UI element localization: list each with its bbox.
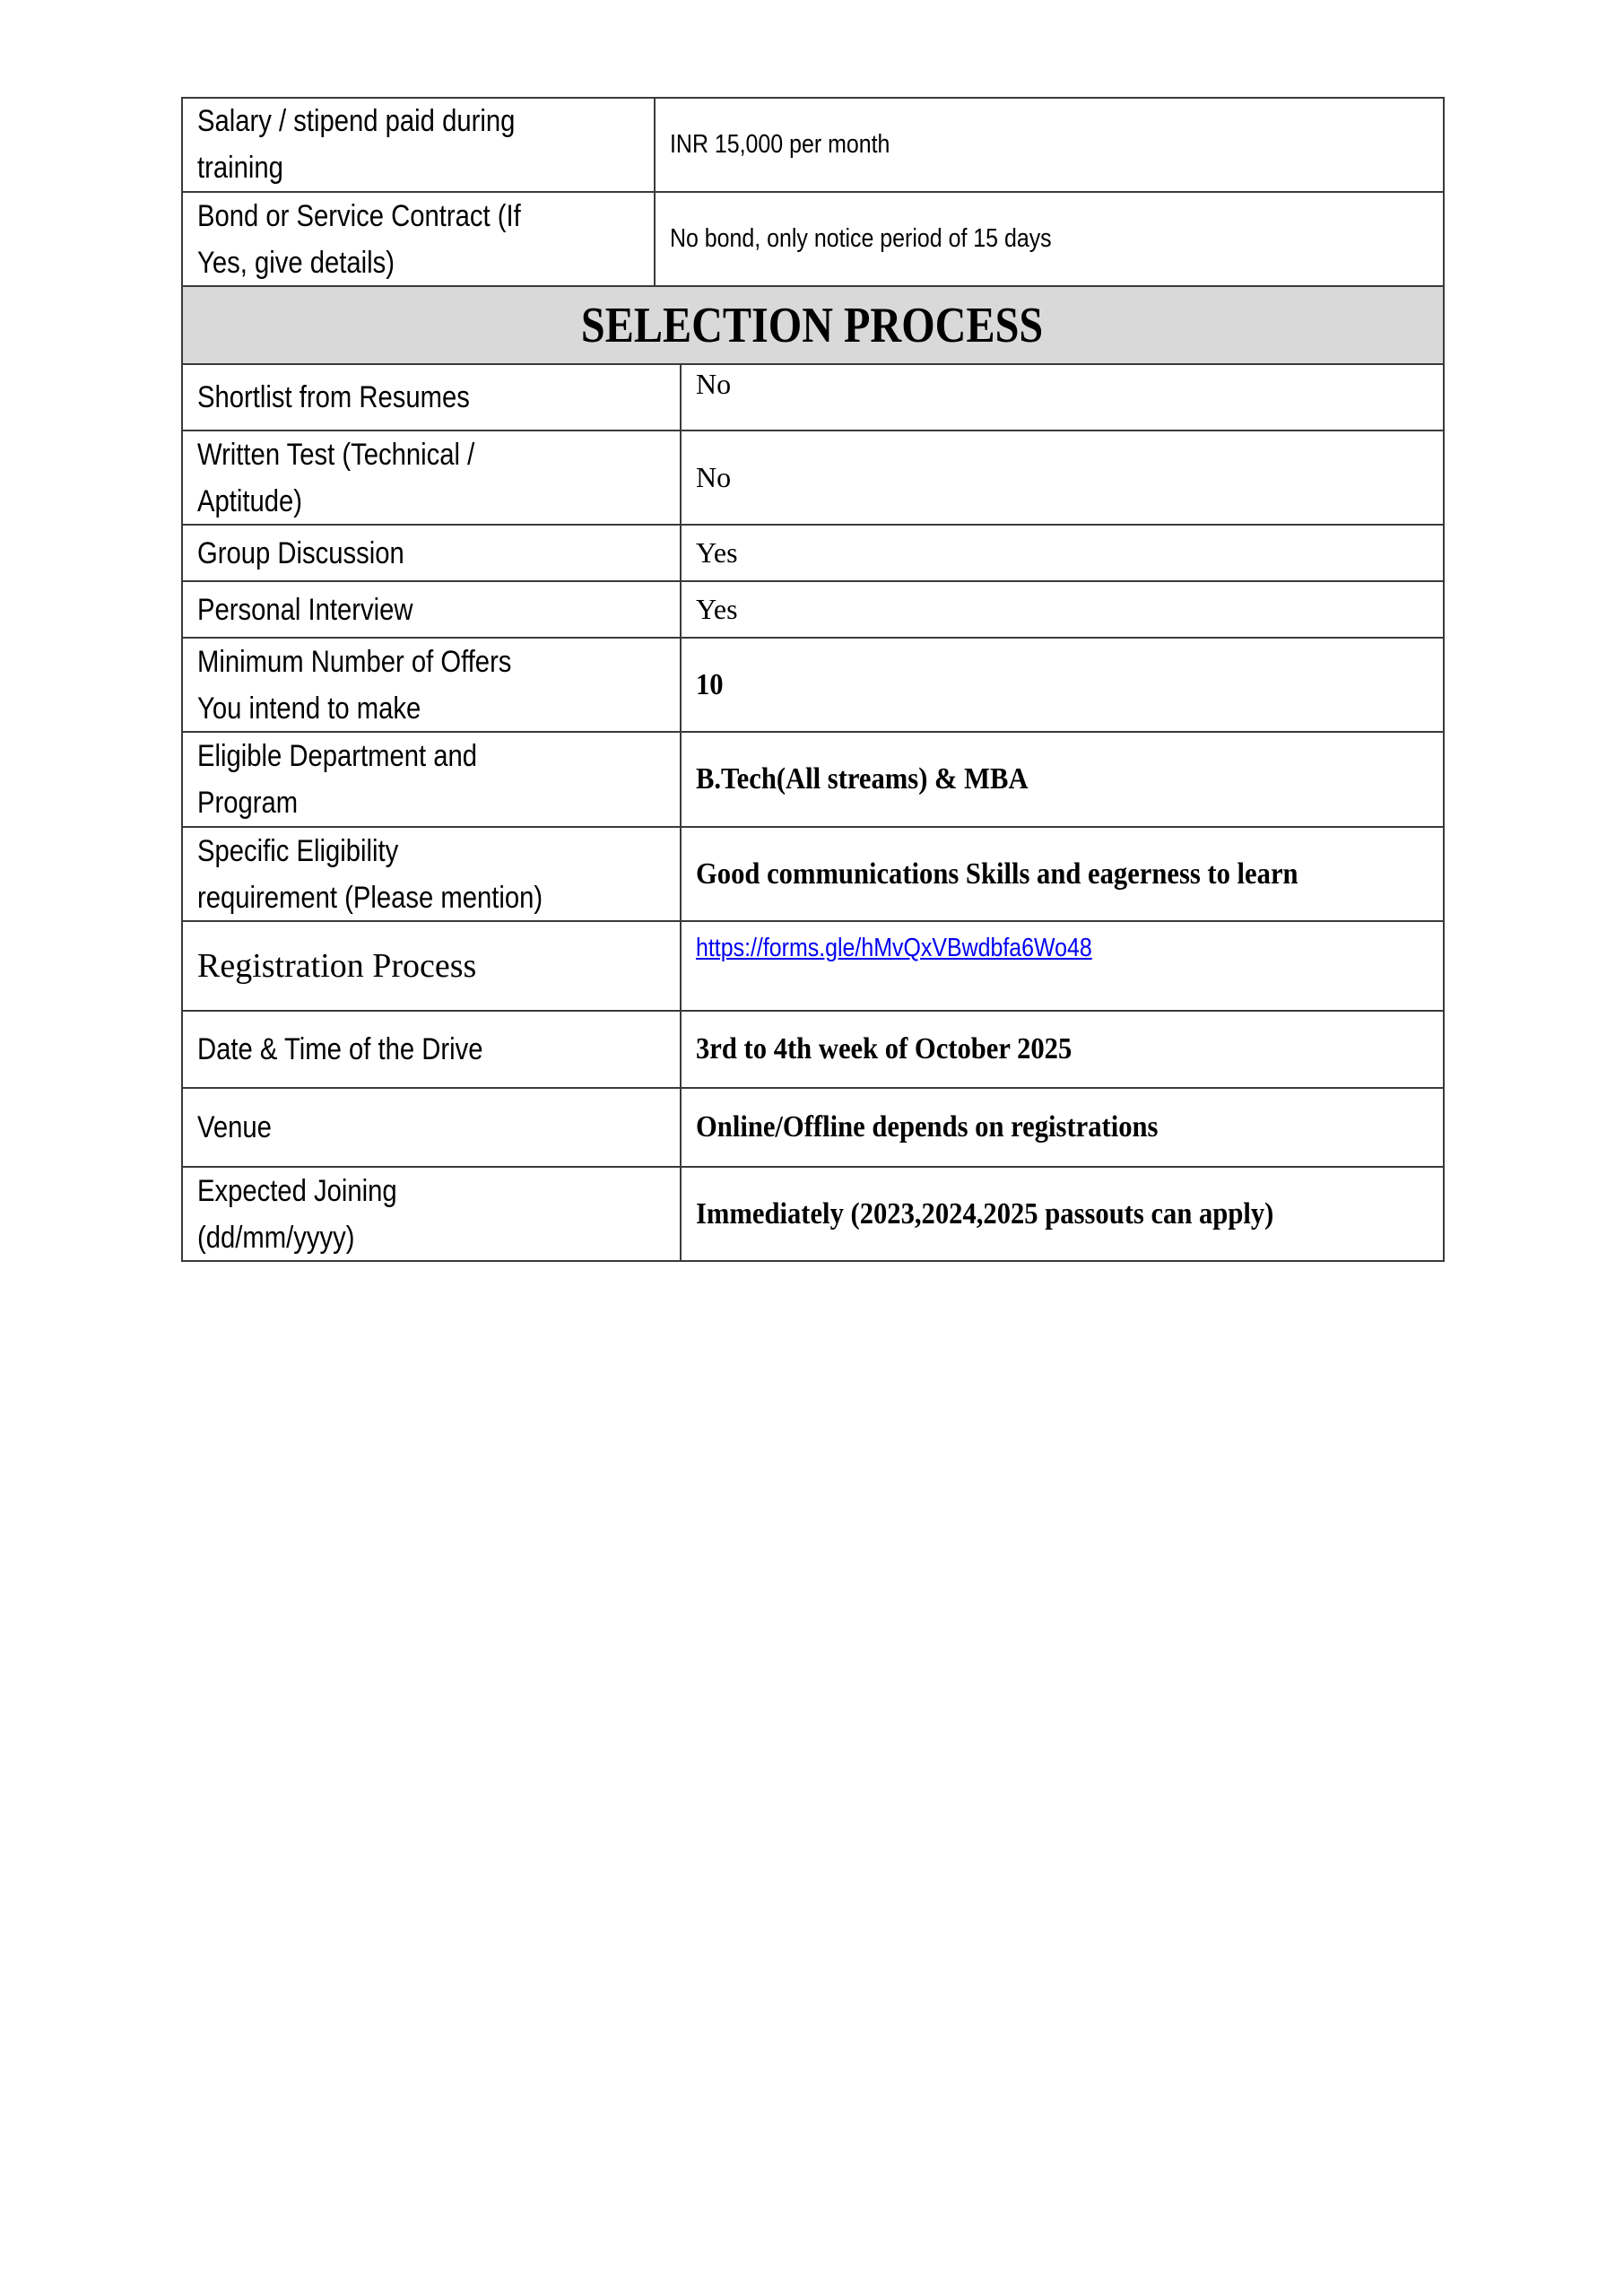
- row-divider: [181, 1087, 1445, 1089]
- row-divider: [181, 191, 1445, 193]
- row-divider: [181, 637, 1445, 639]
- label-line: Bond or Service Contract (If: [197, 198, 521, 233]
- date-time-value: 3rd to 4th week of October 2025: [696, 1032, 1073, 1065]
- table-border: [1443, 97, 1445, 1262]
- label-cell-eligible-dept: [197, 732, 673, 827]
- value-cell-min-offers: [696, 638, 1440, 732]
- label-cell-date-time: [197, 1011, 673, 1088]
- salary-value: INR 15,000 per month: [670, 129, 890, 159]
- label-cell-min-offers: [197, 638, 673, 732]
- specific-eligibility-value: Good communications Skills and eagerness to learn: [696, 857, 1298, 891]
- row-divider: [181, 430, 1445, 431]
- section-header-band: [181, 286, 1443, 364]
- label-cell-group-discussion: [197, 525, 673, 581]
- row-divider: [181, 826, 1445, 828]
- row-divider: [181, 285, 1445, 287]
- label-cell-venue: [197, 1088, 673, 1167]
- written-test-value: No: [696, 461, 732, 493]
- label-line: Group Discussion: [197, 535, 404, 570]
- label-cell-salary: [197, 97, 646, 192]
- expected-joining-value: Immediately (2023,2024,2025 passouts can apply): [696, 1196, 1274, 1231]
- label-line: Venue: [197, 1110, 272, 1144]
- label-line: training: [197, 151, 283, 185]
- personal-interview-value: Yes: [696, 593, 738, 625]
- row-divider: [181, 363, 1445, 365]
- value-cell-eligible-dept: [696, 732, 1440, 827]
- label-line: Yes, give details): [197, 245, 395, 280]
- row-divider: [181, 524, 1445, 526]
- shortlist-value: No: [696, 368, 732, 400]
- row-divider: [181, 580, 1445, 582]
- selection-details-table: [181, 97, 1443, 1261]
- label-line: requirement (Please mention): [197, 880, 543, 915]
- label-cell-specific-eligibility: [197, 827, 673, 921]
- registration-label: Registration Process: [197, 947, 477, 985]
- value-cell-written-test: [696, 430, 1440, 525]
- label-cell-personal-interview: [197, 581, 673, 638]
- value-cell-registration: [696, 921, 1440, 1011]
- value-cell-group-discussion: [696, 525, 1440, 581]
- value-cell-personal-interview: [696, 581, 1440, 638]
- value-cell-date-time: [696, 1011, 1440, 1088]
- label-line: Minimum Number of Offers: [197, 644, 512, 679]
- value-cell-salary: [670, 97, 1441, 192]
- value-cell-specific-eligibility: [696, 827, 1440, 921]
- value-cell-venue: [696, 1088, 1440, 1167]
- label-cell-bond: [197, 192, 646, 286]
- label-line: Expected Joining: [197, 1173, 397, 1208]
- table-border: [181, 97, 183, 1262]
- label-cell-expected-joining: [197, 1167, 673, 1261]
- group-discussion-value: Yes: [696, 536, 738, 569]
- row-divider: [181, 1010, 1445, 1012]
- label-line: Program: [197, 786, 299, 820]
- column-divider: [680, 363, 682, 1261]
- section-title: SELECTION PROCESS: [580, 297, 1044, 353]
- label-line: Shortlist from Resumes: [197, 380, 470, 414]
- label-cell-shortlist: [197, 364, 673, 430]
- eligible-dept-value: B.Tech(All streams) & MBA: [696, 762, 1029, 796]
- registration-link[interactable]: https://forms.gle/hMvQxVBwdbfa6Wo48: [696, 934, 1092, 962]
- label-line: (dd/mm/yyyy): [197, 1220, 355, 1255]
- label-line: Aptitude): [197, 483, 303, 518]
- label-line: Personal Interview: [197, 592, 413, 627]
- label-line: Written Test (Technical /: [197, 437, 475, 472]
- row-divider: [181, 731, 1445, 733]
- venue-value: Online/Offline depends on registrations: [696, 1110, 1159, 1144]
- table-border: [181, 97, 1445, 99]
- value-cell-shortlist: [696, 364, 1440, 430]
- label-line: Salary / stipend paid during: [197, 104, 516, 138]
- label-cell-registration: [197, 921, 673, 1011]
- value-cell-bond: [670, 192, 1441, 286]
- column-divider: [654, 97, 656, 286]
- row-divider: [181, 920, 1445, 922]
- table-border: [181, 1260, 1445, 1262]
- label-line: Specific Eligibility: [197, 833, 399, 868]
- min-offers-value: 10: [696, 667, 724, 701]
- bond-value: No bond, only notice period of 15 days: [670, 224, 1052, 253]
- label-line: Date & Time of the Drive: [197, 1032, 483, 1066]
- row-divider: [181, 1166, 1445, 1168]
- value-cell-expected-joining: [696, 1167, 1440, 1261]
- label-cell-written-test: [197, 430, 673, 525]
- label-line: Eligible Department and: [197, 739, 478, 773]
- label-line: You intend to make: [197, 691, 421, 726]
